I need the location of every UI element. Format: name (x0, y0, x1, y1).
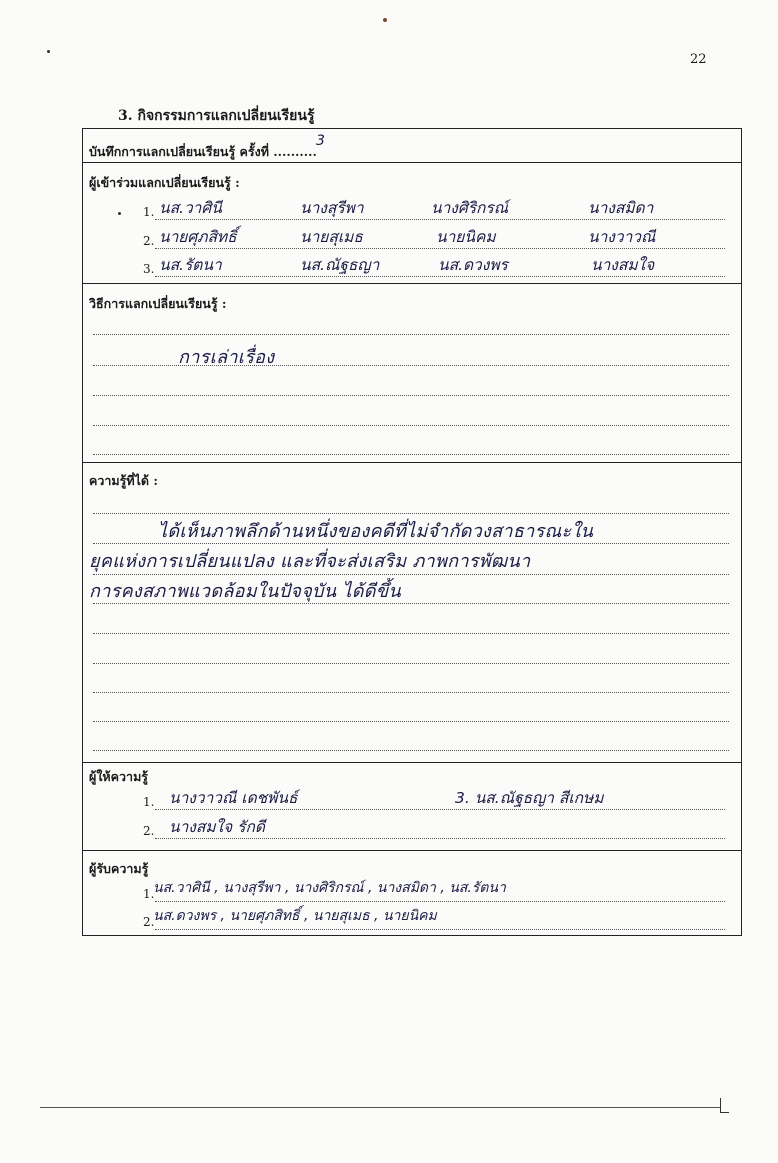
givers-section (83, 762, 741, 850)
participant-name: นางสมิดา (588, 199, 654, 217)
participants-label: ผู้เข้าร่วมแลกเปลี่ยนเรียนรู้ : (89, 175, 240, 190)
receiver-names: นส.วาศินี , นางสุรีพา , นางศิริกรณ์ , นางสมิดา , นส.รัตนา (153, 880, 506, 896)
participant-name: นส.วาศินี (159, 199, 222, 217)
givers-label: ผู้ให้ความรู้ (89, 769, 149, 784)
section-heading: 3. กิจกรรมการแลกเปลี่ยนเรียนรู้ (118, 108, 315, 124)
dotted-line (93, 692, 729, 693)
method-section (83, 283, 741, 462)
participant-name: นส.ณัฐธญา (300, 256, 380, 274)
participant-row-num: 3. (143, 262, 155, 276)
scan-speck (118, 212, 121, 215)
participant-name: นายสุเมธ (300, 228, 363, 246)
giver-name: นางสมใจ รักดี (169, 818, 265, 836)
dotted-line (155, 929, 725, 930)
scan-speck (47, 50, 50, 53)
participant-row-num: 1. (143, 205, 155, 219)
dotted-line (93, 454, 729, 455)
participant-name: นส.ดวงพร (438, 256, 508, 274)
dotted-line (93, 721, 729, 722)
participants-section (83, 162, 741, 283)
giver-row-num: 1. (143, 795, 155, 809)
giver-row-num: 2. (143, 824, 155, 838)
footer-line (40, 1107, 720, 1108)
method-label: วิธีการแลกเปลี่ยนเรียนรู้ : (89, 296, 227, 311)
participant-name: นายศุภสิทธิ์ (159, 228, 237, 246)
dotted-line (93, 395, 729, 396)
participant-name: นส.รัตนา (159, 256, 222, 274)
method-text: การเล่าเรื่อง (178, 347, 275, 368)
page-number: 22 (690, 52, 707, 67)
knowledge-section (83, 462, 741, 762)
footer-bracket (720, 1098, 729, 1113)
receivers-label: ผู้รับความรู้ (89, 861, 149, 876)
dotted-line (155, 901, 725, 902)
giver-name: นางวาวณี เดชพันธ์ (169, 789, 298, 807)
participant-row-num: 2. (143, 234, 155, 248)
giver-name: 3. นส.ณัฐธญา สีเกษม (455, 789, 604, 807)
participant-name: นางสมใจ (591, 256, 655, 274)
receiver-names: นส.ดวงพร , นายศุภสิทธิ์ , นายสุเมธ , นายนิคม (153, 908, 437, 924)
participant-name: นางวาวณี (588, 228, 656, 246)
knowledge-label: ความรู้ที่ได้ : (89, 473, 158, 488)
exchange-form (82, 128, 742, 936)
dotted-line (93, 425, 729, 426)
participant-name: นางศิริกรณ์ (431, 199, 509, 217)
dotted-line (93, 334, 729, 335)
record-number: 3 (316, 133, 325, 149)
knowledge-line: การคงสภาพแวดล้อมในปัจจุบัน ได้ดีขึ้น (89, 581, 401, 602)
scan-speck (383, 18, 387, 22)
participant-name: นายนิคม (436, 228, 496, 246)
dotted-line (93, 513, 729, 514)
receiver-row-num: 2. (143, 915, 155, 929)
knowledge-line: ยุคแห่งการเปลี่ยนแปลง และที่จะส่งเสริม ภาพการพัฒนา (89, 551, 531, 572)
receivers-section (83, 850, 741, 937)
dotted-line (93, 633, 729, 634)
record-label: บันทึกการแลกเปลี่ยนเรียนรู้ ครั้งที่ .......... (89, 144, 317, 159)
knowledge-line: ได้เห็นภาพลึกด้านหนึ่งของคดีที่ไม่จำกัดวงสาธารณะใน (158, 521, 594, 542)
record-section (83, 129, 741, 162)
receiver-row-num: 1. (143, 887, 155, 901)
dotted-line (93, 750, 729, 751)
dotted-line (93, 663, 729, 664)
participant-name: นางสุรีพา (300, 199, 364, 217)
